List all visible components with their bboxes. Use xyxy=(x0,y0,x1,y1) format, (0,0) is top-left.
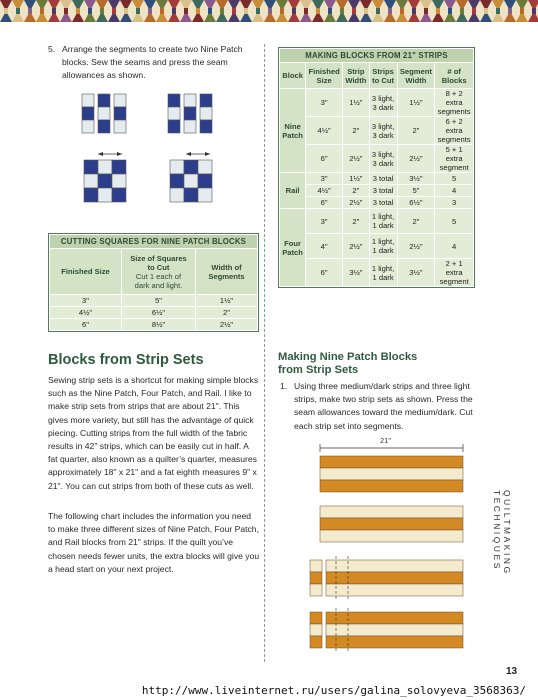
table-row: 3" 5" 1½" xyxy=(50,295,258,307)
table-row: 4½" 2" 3 light, 3 dark 2" 6 + 2 extra segments xyxy=(280,117,474,145)
step-1-number: 1. xyxy=(280,381,288,391)
step-number: 5. xyxy=(48,44,56,54)
strip-sets-paragraph-1: Sewing strip sets is a shortcut for making simple blocks such as the Nine Patch, Four Patch, and Rail. I like to make strip sets from strips that are about 21". This gives more variety, but still has the advantage of quick piecing. Cutting strips from the full width of the fabric results in 42" strips, which can be easily cut in half. A fat quarter, also known as a quilter’s quarter, measures approximately 18" x 21" and a fat eighth measures 9" x 21". You can cut strips from both of these cuts as well. xyxy=(48,375,259,491)
table-row: 4½" 2" 3 total 5" 4 xyxy=(280,185,474,197)
step-5-text: Arrange the segments to create two Nine Patch blocks. Sew the seams and press the seam allowances as shown. xyxy=(62,44,243,81)
making-blocks-table xyxy=(278,47,475,288)
page-number: 13 xyxy=(506,666,518,677)
table-row: Nine Patch 3" 1½" 3 light, 3 dark 1½" 8 + 2 extra segments xyxy=(280,89,474,117)
strip-sets-paragraph-2: The following chart includes the information you need to make three different sizes of Nine Patch, Four Patch, and Rail blocks from 21" strips. If the quilt you’ve chosen needs fewer units, the extra blocks will give you a head start on your next project. xyxy=(48,511,260,574)
table-row: 4" 2½" 1 light, 1 dark 2½" 4 xyxy=(280,234,474,259)
col-width-of-segments: Width of Segments xyxy=(196,249,258,295)
block-type-cell: Four Patch xyxy=(280,209,306,287)
table-row: Rail 3" 1½" 3 total 3½" 5 xyxy=(280,173,474,185)
strips-col-header: Strip Width xyxy=(343,63,370,89)
column-divider xyxy=(264,44,265,662)
strip-sets-figure xyxy=(300,436,475,664)
quilt-header-band xyxy=(0,0,538,22)
side-section-label: QUILTMAKING TECHNIQUES xyxy=(492,490,512,576)
nine-patch-arrangement-figure xyxy=(70,88,250,218)
dimension-label: 21" xyxy=(380,436,392,445)
table-row: 6" 2½" 3 light, 3 dark 2½" 5 + 1 extra segment xyxy=(280,145,474,173)
table-row: Four Patch 3" 2" 1 light, 1 dark 2" 5 xyxy=(280,209,474,234)
col-size-of-squares: Size of Squares to Cut Cut 1 each of dark and light. xyxy=(122,249,196,295)
strips-col-header: Block xyxy=(280,63,306,89)
step-1-text: Using three medium/dark strips and three light strips, make two strip sets as shown. Press the seam allowances toward the medium/dark. Cut each strip set into segments. xyxy=(294,381,473,431)
section-title-blocks-from-strip-sets: Blocks from Strip Sets xyxy=(48,352,204,368)
table-row: 6" 8½" 2½" xyxy=(50,319,258,331)
block-type-cell: Rail xyxy=(280,173,306,209)
table-row: 6" 3½" 1 light, 1 dark 3½" 2 + 1 extra segment xyxy=(280,259,474,287)
strips-table-title: MAKING BLOCKS FROM 21" STRIPS xyxy=(280,49,474,63)
col-finished-size: Finished Size xyxy=(50,249,122,295)
table-row: 6" 2½" 3 total 6½" 3 xyxy=(280,197,474,209)
cutting-squares-table xyxy=(48,233,259,332)
section-title-nine-patch-from-strips: Making Nine Patch Blocks from Strip Sets xyxy=(278,351,418,376)
strips-col-header: Strips to Cut xyxy=(369,63,397,89)
strips-col-header: Segment Width xyxy=(397,63,435,89)
table-row: 4½" 6½" 2" xyxy=(50,307,258,319)
strips-col-header: # of Blocks xyxy=(435,63,474,89)
footer-url[interactable]: http://www.liveinternet.ru/users/galina_solovyeva_3568363/ xyxy=(0,684,538,697)
cutting-table-title: CUTTING SQUARES FOR NINE PATCH BLOCKS xyxy=(50,235,258,249)
block-type-cell: Nine Patch xyxy=(280,89,306,173)
strips-col-header: Finished Size xyxy=(306,63,343,89)
